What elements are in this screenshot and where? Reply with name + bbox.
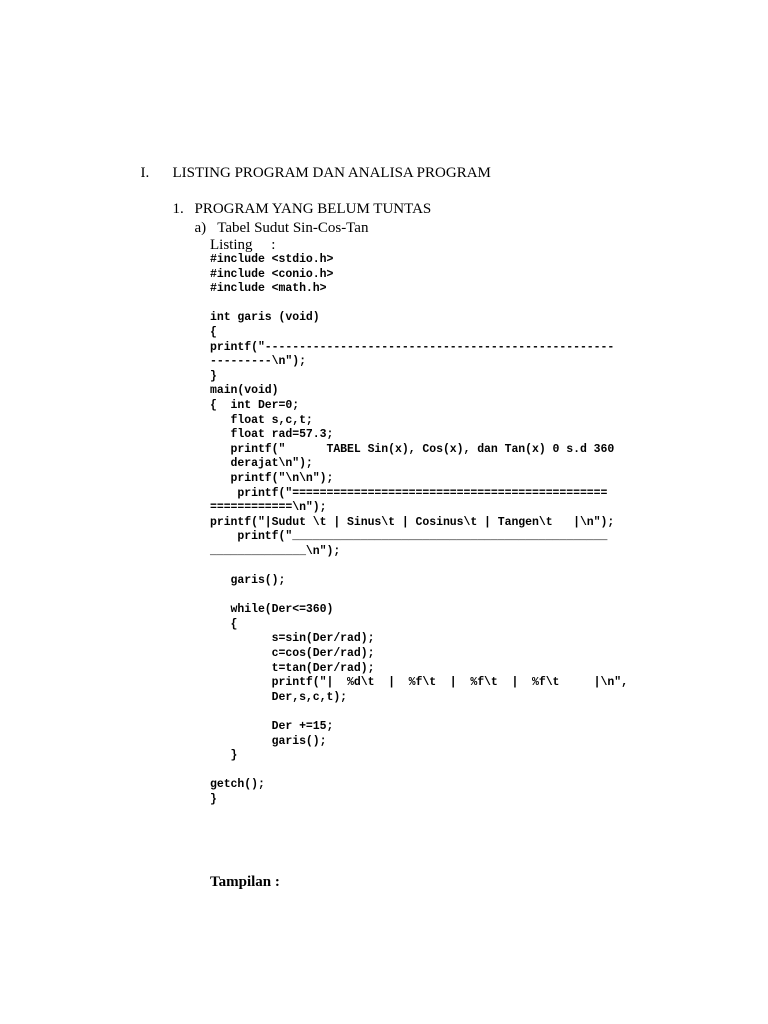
- output-label: Tampilan :: [210, 874, 280, 890]
- code-line: printf("---------------------------------------------------: [210, 340, 615, 354]
- subsection-title: PROGRAM YANG BELUM TUNTAS: [194, 201, 432, 217]
- code-line: { int Der=0;: [210, 398, 300, 412]
- section-title-wrap: [165, 146, 491, 182]
- code-line: ============\n");: [210, 501, 327, 515]
- code-line: main(void): [210, 384, 279, 398]
- code-line: printf("|Sudut \t | Sinus\t | Cosinus\t | Tangen\t |\n");: [210, 515, 615, 529]
- code-line: Der,s,c,t);: [210, 690, 348, 704]
- code-line: derajat\n");: [210, 457, 313, 471]
- code-line: garis();: [210, 734, 327, 748]
- code-line: {: [210, 617, 238, 631]
- code-line: printf("\n\n");: [210, 471, 334, 485]
- code-line: while(Der<=360): [210, 603, 334, 617]
- code-line: [210, 589, 680, 604]
- code-line: }: [210, 792, 217, 806]
- code-line: printf("| %d\t | %f\t | %f\t | %f\t |\n",: [210, 676, 628, 690]
- code-line: Der +=15;: [210, 720, 334, 733]
- code-line: int garis (void): [210, 311, 320, 325]
- code-line: #include <conio.h>: [210, 267, 334, 281]
- subsection-heading: [165, 182, 184, 218]
- listing-label: Listing :: [210, 237, 276, 253]
- code-line: {: [210, 325, 217, 339]
- code-line: [210, 705, 680, 720]
- code-line: printf("______________________________________________: [210, 530, 608, 544]
- code-line: ______________\n");: [210, 544, 341, 558]
- code-line: printf(" TABEL Sin(x), Cos(x), dan Tan(x) 0 s.d 360: [210, 442, 615, 456]
- code-line: #include <math.h>: [210, 282, 327, 296]
- item-title: Tabel Sudut Sin-Cos-Tan: [217, 220, 369, 236]
- code-line: c=cos(Der/rad);: [210, 647, 375, 661]
- item-title-wrap: [210, 201, 368, 237]
- section-heading: [133, 146, 149, 182]
- code-line: }: [210, 749, 238, 763]
- section-title: LISTING PROGRAM DAN ANALISA PROGRAM: [172, 165, 491, 181]
- section-number: I.: [140, 165, 150, 181]
- code-line: garis();: [210, 574, 286, 588]
- code-line: s=sin(Der/rad);: [210, 632, 375, 646]
- code-line: float s,c,t;: [210, 413, 313, 427]
- code-line: [210, 764, 680, 779]
- code-line: ---------\n");: [210, 355, 306, 369]
- item-letter: a): [194, 220, 207, 236]
- code-line: [210, 297, 680, 312]
- code-listing: [210, 253, 680, 808]
- code-line: getch();: [210, 778, 265, 792]
- code-line: printf("==============================================: [210, 486, 608, 500]
- code-line: #include <stdio.h>: [210, 253, 334, 266]
- item-heading: [187, 201, 206, 237]
- code-line: [210, 559, 680, 574]
- code-line: float rad=57.3;: [210, 428, 334, 442]
- code-line: t=tan(Der/rad);: [210, 661, 375, 675]
- code-line: }: [210, 369, 217, 383]
- subsection-number: 1.: [172, 201, 184, 217]
